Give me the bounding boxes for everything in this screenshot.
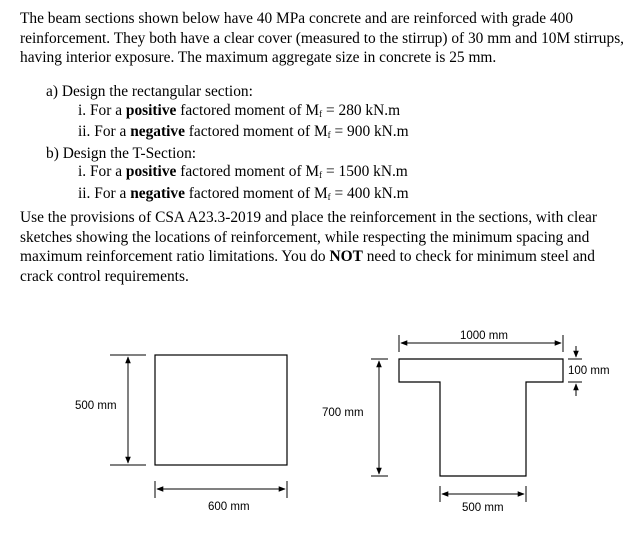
part-b-item-2: ii. For a negative factored moment of $M_f = 400$ kN.m bbox=[78, 184, 409, 202]
part-b-item-1: i. For a positive factored moment of $M_f = 1500$ kN.m bbox=[78, 163, 408, 181]
t-flange-thickness-label: 100 mm bbox=[568, 365, 610, 377]
t-flange-width-label: 1000 mm bbox=[460, 330, 508, 342]
instructions-paragraph: Use the provisions of CSA A23.3-2019 and place the reinforcement in the sections, with clear sketches showing the locations of reinforcement, while respecting the minimum spacing and maximum reinforcement ratio limitations. You do NOT need to check for minimum steel and crack control requirements. bbox=[20, 209, 598, 285]
part-a-item-2: ii. For a negative factored moment of $M_f = 900$ kN.m bbox=[78, 123, 409, 141]
t-total-height-label: 700 mm bbox=[322, 407, 364, 419]
part-a-text: Design the rectangular section: bbox=[61, 83, 253, 100]
part-b-marker: b) bbox=[46, 144, 59, 162]
rect-width-label: 600 mm bbox=[208, 501, 250, 513]
rect-height-label: 500 mm bbox=[75, 400, 117, 412]
t-web-width-label: 500 mm bbox=[462, 502, 504, 514]
rect-outline bbox=[155, 355, 287, 465]
t-outline bbox=[399, 359, 563, 476]
part-b-text: Design the T-Section: bbox=[62, 144, 197, 162]
t-section bbox=[322, 330, 610, 514]
part-a-marker: a) bbox=[46, 83, 58, 100]
intro-paragraph: The beam sections shown below have 40 MPa concrete and are reinforced with grade 400 reinforcement. They both have a clear cover (measured to the stirrup) of 30 mm and 10M stirrups, having interior exposure. The maximum aggregate size in concrete is 25 mm. bbox=[20, 10, 625, 66]
part-a-item-1: i. For a positive factored moment of $M_f = 280$ kN.m bbox=[78, 101, 401, 119]
rectangular-section bbox=[75, 355, 287, 513]
